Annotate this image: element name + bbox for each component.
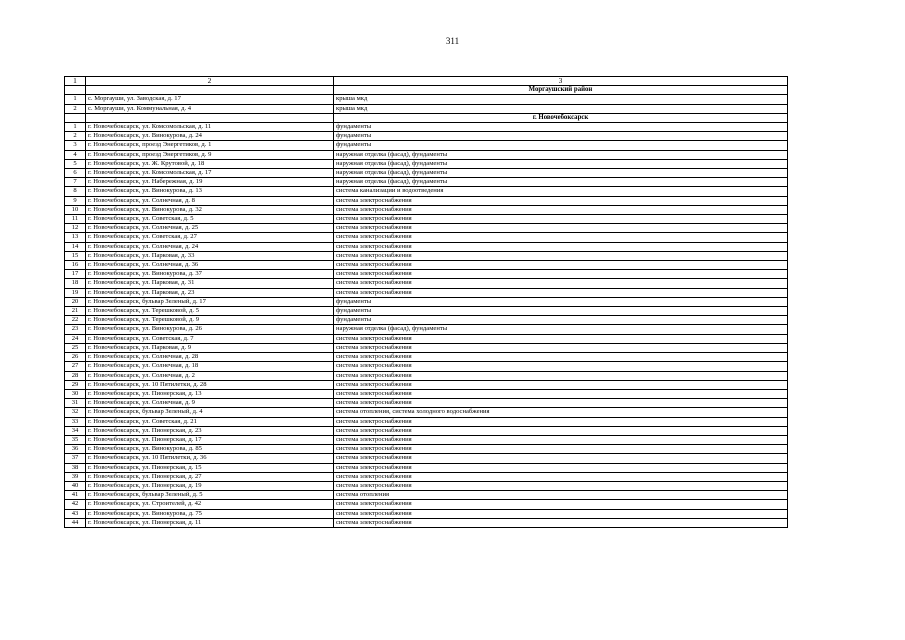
row-number-cell: 1 (65, 123, 86, 132)
address-cell: г. Новочебоксарск, ул. Советская, д. 5 (86, 215, 334, 224)
row-number-cell: 15 (65, 251, 86, 260)
address-cell: г. Новочебоксарск, ул. Терешковой, д. 5 (86, 307, 334, 316)
work-type-cell: система электроснабжения (334, 343, 788, 352)
row-number-cell: 10 (65, 205, 86, 214)
work-type-cell: система электроснабжения (334, 251, 788, 260)
address-cell: г. Новочебоксарск, ул. Солнечная, д. 28 (86, 353, 334, 362)
work-type-cell: система электроснабжения (334, 233, 788, 242)
address-cell: г. Новочебоксарск, ул. Пионерская, д. 27 (86, 472, 334, 481)
address-cell: г. Новочебоксарск, ул. Парковая, д. 23 (86, 288, 334, 297)
repair-schedule-table (64, 76, 788, 528)
table-row (65, 178, 788, 187)
work-type-cell: система электроснабжения (334, 435, 788, 444)
address-cell: г. Новочебоксарск, ул. Пионерская, д. 23 (86, 426, 334, 435)
work-type-cell: система электроснабжения (334, 261, 788, 270)
work-type-cell: наружная отделка (фасад), фундаменты (334, 150, 788, 159)
row-number-cell: 13 (65, 233, 86, 242)
table-row (65, 334, 788, 343)
table-row (65, 270, 788, 279)
table-row (65, 215, 788, 224)
work-type-cell: система электроснабжения (334, 481, 788, 490)
work-type-cell: система электроснабжения (334, 353, 788, 362)
work-type-cell: система электроснабжения (334, 242, 788, 251)
table-row (65, 159, 788, 168)
table-row (65, 399, 788, 408)
table-row (65, 445, 788, 454)
table-row (65, 491, 788, 500)
work-type-cell: система электроснабжения (334, 279, 788, 288)
row-number-cell: 33 (65, 417, 86, 426)
address-cell: с. Моргауши, ул. Заводская, д. 17 (86, 95, 334, 104)
address-cell: г. Новочебоксарск, ул. Пионерская, д. 19 (86, 481, 334, 490)
work-type-cell: система электроснабжения (334, 509, 788, 518)
row-number-cell: 37 (65, 454, 86, 463)
work-type-cell: фундаменты (334, 141, 788, 150)
row-number-cell: 8 (65, 187, 86, 196)
work-type-cell: система отопления (334, 491, 788, 500)
section-title: г. Новочебоксарск (334, 113, 788, 122)
table-row (65, 371, 788, 380)
row-number-cell: 23 (65, 325, 86, 334)
row-number-cell: 2 (65, 132, 86, 141)
address-cell: г. Новочебоксарск, ул. Пионерская, д. 17 (86, 435, 334, 444)
row-number-cell: 34 (65, 426, 86, 435)
row-number-cell: 41 (65, 491, 86, 500)
work-type-cell: система отопления, система холодного водоснабжения (334, 408, 788, 417)
row-number-cell: 3 (65, 141, 86, 150)
row-number-cell: 16 (65, 261, 86, 270)
row-number-cell: 4 (65, 150, 86, 159)
table-row (65, 343, 788, 352)
row-number-cell: 38 (65, 463, 86, 472)
table-row (65, 472, 788, 481)
address-cell: г. Новочебоксарск, ул. Комсомольская, д. 11 (86, 123, 334, 132)
address-cell: г. Новочебоксарск, ул. Парковая, д. 33 (86, 251, 334, 260)
work-type-cell: система электроснабжения (334, 196, 788, 205)
address-cell: г. Новочебоксарск, ул. Терешковой, д. 9 (86, 316, 334, 325)
address-cell: г. Новочебоксарск, ул. Советская, д. 21 (86, 417, 334, 426)
work-type-cell: фундаменты (334, 316, 788, 325)
row-number-cell: 12 (65, 224, 86, 233)
row-number-cell: 31 (65, 399, 86, 408)
table-row (65, 389, 788, 398)
work-type-cell: фундаменты (334, 123, 788, 132)
row-number-cell: 6 (65, 169, 86, 178)
table-row (65, 454, 788, 463)
address-cell: г. Новочебоксарск, ул. 10 Пятилетки, д. 28 (86, 380, 334, 389)
address-cell: г. Новочебоксарск, ул. Парковая, д. 9 (86, 343, 334, 352)
work-type-cell: система электроснабжения (334, 371, 788, 380)
row-number-cell: 29 (65, 380, 86, 389)
row-number-cell: 20 (65, 297, 86, 306)
table-row (65, 500, 788, 509)
address-cell: г. Новочебоксарск, бульвар Зеленый, д. 4 (86, 408, 334, 417)
page-number: 311 (445, 36, 460, 46)
table-row (65, 463, 788, 472)
work-type-cell: система электроснабжения (334, 380, 788, 389)
table-row (65, 187, 788, 196)
address-cell: г. Новочебоксарск, ул. Солнечная, д. 18 (86, 362, 334, 371)
work-type-cell: система электроснабжения (334, 500, 788, 509)
row-number-cell: 26 (65, 353, 86, 362)
table-row (65, 150, 788, 159)
address-cell: г. Новочебоксарск, проезд Энергетиков, д. 1 (86, 141, 334, 150)
work-type-cell: система электроснабжения (334, 454, 788, 463)
address-cell: г. Новочебоксарск, ул. Ж. Крутовой, д. 18 (86, 159, 334, 168)
address-cell: г. Новочебоксарск, ул. Винокурова, д. 75 (86, 509, 334, 518)
address-cell: г. Новочебоксарск, ул. Пионерская, д. 13 (86, 389, 334, 398)
work-type-cell: система канализации и водоотведения (334, 187, 788, 196)
work-type-cell: система электроснабжения (334, 362, 788, 371)
table-row (65, 288, 788, 297)
work-type-cell: наружная отделка (фасад), фундаменты (334, 169, 788, 178)
address-cell: г. Новочебоксарск, ул. Советская, д. 27 (86, 233, 334, 242)
address-cell: г. Новочебоксарск, ул. Солнечная, д. 9 (86, 399, 334, 408)
address-cell: г. Новочебоксарск, ул. Пионерская, д. 11 (86, 518, 334, 527)
table-row (65, 104, 788, 113)
table-row (65, 509, 788, 518)
row-number-cell: 9 (65, 196, 86, 205)
row-number-cell: 39 (65, 472, 86, 481)
work-type-cell: система электроснабжения (334, 518, 788, 527)
address-cell: г. Новочебоксарск, бульвар Зеленый, д. 17 (86, 297, 334, 306)
section-row (65, 113, 788, 122)
section-empty-cell (65, 113, 86, 122)
row-number-cell: 22 (65, 316, 86, 325)
work-type-cell: система электроснабжения (334, 270, 788, 279)
work-type-cell: система электроснабжения (334, 288, 788, 297)
row-number-cell: 43 (65, 509, 86, 518)
row-number-cell: 25 (65, 343, 86, 352)
row-number-cell: 44 (65, 518, 86, 527)
row-number-cell: 2 (65, 104, 86, 113)
work-type-cell: система электроснабжения (334, 463, 788, 472)
address-cell: г. Новочебоксарск, ул. Набережная, д. 19 (86, 178, 334, 187)
row-number-cell: 5 (65, 159, 86, 168)
work-type-cell: фундаменты (334, 307, 788, 316)
work-type-cell: система электроснабжения (334, 389, 788, 398)
header-cell-number: 1 (65, 77, 86, 86)
row-number-cell: 40 (65, 481, 86, 490)
table-row (65, 224, 788, 233)
address-cell: г. Новочебоксарск, ул. Винокурова, д. 85 (86, 445, 334, 454)
table-row (65, 353, 788, 362)
address-cell: г. Новочебоксарск, ул. Солнечная, д. 36 (86, 261, 334, 270)
work-type-cell: система электроснабжения (334, 205, 788, 214)
table-row (65, 205, 788, 214)
table-row (65, 242, 788, 251)
row-number-cell: 30 (65, 389, 86, 398)
address-cell: г. Новочебоксарск, проезд Энергетиков, д. 9 (86, 150, 334, 159)
work-type-cell: система электроснабжения (334, 215, 788, 224)
section-empty-cell (86, 86, 334, 95)
work-type-cell: фундаменты (334, 297, 788, 306)
work-type-cell: система электроснабжения (334, 334, 788, 343)
address-cell: с. Моргауши, ул. Коммунальная, д. 4 (86, 104, 334, 113)
row-number-cell: 36 (65, 445, 86, 454)
address-cell: г. Новочебоксарск, ул. Солнечная, д. 25 (86, 224, 334, 233)
table-row (65, 297, 788, 306)
row-number-cell: 19 (65, 288, 86, 297)
work-type-cell: система электроснабжения (334, 224, 788, 233)
row-number-cell: 7 (65, 178, 86, 187)
table-header-row (65, 77, 788, 86)
table-row (65, 169, 788, 178)
section-empty-cell (86, 113, 334, 122)
address-cell: г. Новочебоксарск, ул. Строителей, д. 42 (86, 500, 334, 509)
row-number-cell: 21 (65, 307, 86, 316)
table-row (65, 307, 788, 316)
header-cell-address: 2 (86, 77, 334, 86)
work-type-cell: система электроснабжения (334, 472, 788, 481)
row-number-cell: 27 (65, 362, 86, 371)
table-row (65, 261, 788, 270)
work-type-cell: фундаменты (334, 132, 788, 141)
table-row (65, 426, 788, 435)
address-cell: г. Новочебоксарск, ул. Солнечная, д. 2 (86, 371, 334, 380)
table-body (65, 77, 788, 528)
table-row (65, 362, 788, 371)
table-row (65, 233, 788, 242)
row-number-cell: 35 (65, 435, 86, 444)
address-cell: г. Новочебоксарск, бульвар Зеленый, д. 5 (86, 491, 334, 500)
row-number-cell: 14 (65, 242, 86, 251)
address-cell: г. Новочебоксарск, ул. Винокурова, д. 13 (86, 187, 334, 196)
section-title: Моргаушский район (334, 86, 788, 95)
work-type-cell: наружная отделка (фасад), фундаменты (334, 178, 788, 187)
section-empty-cell (65, 86, 86, 95)
work-type-cell: система электроснабжения (334, 399, 788, 408)
table-row (65, 123, 788, 132)
table-row (65, 380, 788, 389)
work-type-cell: наружная отделка (фасад), фундаменты (334, 159, 788, 168)
work-type-cell: наружная отделка (фасад), фундаменты (334, 325, 788, 334)
address-cell: г. Новочебоксарск, ул. 10 Пятилетки, д. 36 (86, 454, 334, 463)
table-row (65, 408, 788, 417)
row-number-cell: 11 (65, 215, 86, 224)
address-cell: г. Новочебоксарск, ул. Винокурова, д. 26 (86, 325, 334, 334)
address-cell: г. Новочебоксарск, ул. Комсомольская, д. 17 (86, 169, 334, 178)
table-row (65, 132, 788, 141)
row-number-cell: 42 (65, 500, 86, 509)
row-number-cell: 24 (65, 334, 86, 343)
row-number-cell: 1 (65, 95, 86, 104)
row-number-cell: 18 (65, 279, 86, 288)
row-number-cell: 28 (65, 371, 86, 380)
address-cell: г. Новочебоксарск, ул. Солнечная, д. 8 (86, 196, 334, 205)
work-type-cell: крыша мкд (334, 104, 788, 113)
address-cell: г. Новочебоксарск, ул. Пионерская, д. 15 (86, 463, 334, 472)
address-cell: г. Новочебоксарск, ул. Солнечная, д. 24 (86, 242, 334, 251)
address-cell: г. Новочебоксарск, ул. Винокурова, д. 24 (86, 132, 334, 141)
work-type-cell: система электроснабжения (334, 445, 788, 454)
table-row (65, 316, 788, 325)
table-row (65, 481, 788, 490)
table-row (65, 417, 788, 426)
header-cell-work-type: 3 (334, 77, 788, 86)
table-row (65, 196, 788, 205)
work-type-cell: система электроснабжения (334, 417, 788, 426)
row-number-cell: 17 (65, 270, 86, 279)
section-row (65, 86, 788, 95)
table-row (65, 141, 788, 150)
address-cell: г. Новочебоксарск, ул. Винокурова, д. 32 (86, 205, 334, 214)
address-cell: г. Новочебоксарск, ул. Парковая, д. 31 (86, 279, 334, 288)
work-type-cell: система электроснабжения (334, 426, 788, 435)
table-row (65, 251, 788, 260)
address-cell: г. Новочебоксарск, ул. Советская, д. 7 (86, 334, 334, 343)
table-row (65, 279, 788, 288)
table-row (65, 325, 788, 334)
address-cell: г. Новочебоксарск, ул. Винокурова, д. 37 (86, 270, 334, 279)
table-row (65, 95, 788, 104)
table-row (65, 435, 788, 444)
work-type-cell: крыша мкд (334, 95, 788, 104)
table-row (65, 518, 788, 527)
row-number-cell: 32 (65, 408, 86, 417)
